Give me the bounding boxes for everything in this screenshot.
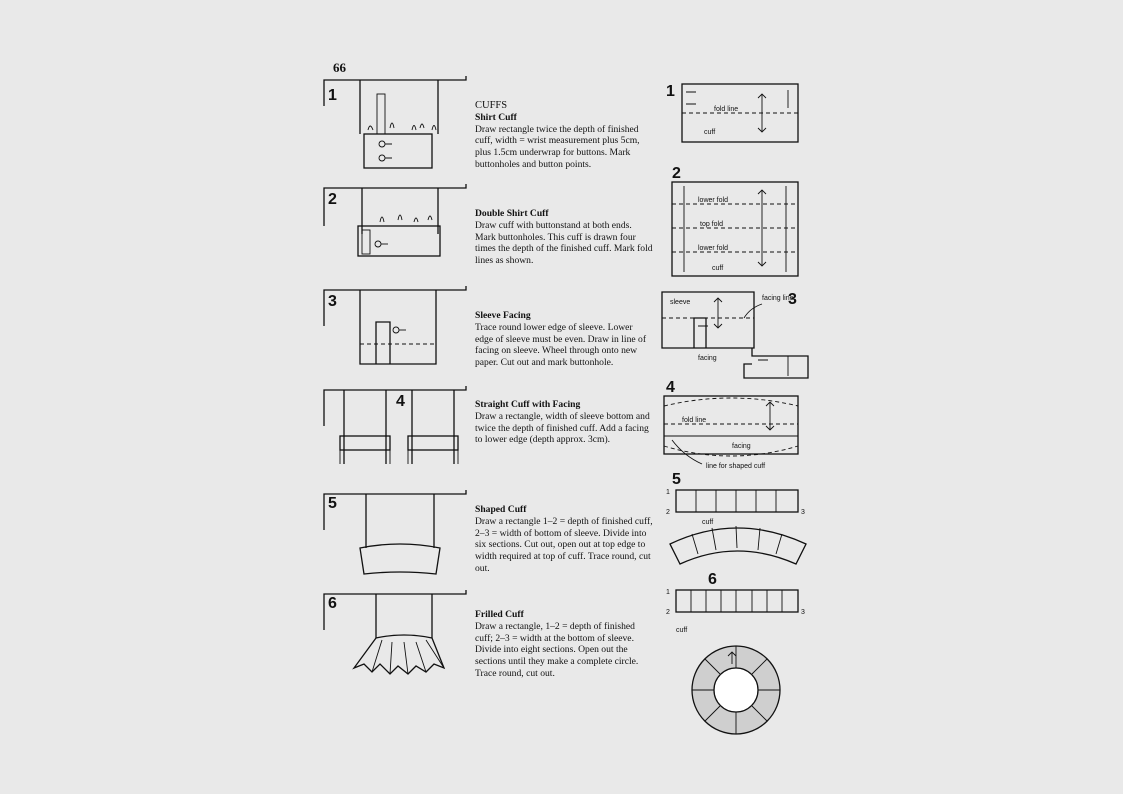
- section-body: Draw a rectangle 1–2 = depth of finished cuff, 2–3 = width of bottom of sleeve. Divide into six sections. Cut out, open out at top edge to width required at top of cuff. Trace round, cut out.: [475, 515, 653, 574]
- point-1-label: 1: [666, 589, 670, 596]
- left-figure-5: [320, 488, 470, 578]
- cuff-label: cuff: [704, 129, 716, 136]
- figure-number: 2: [672, 165, 681, 182]
- section-heading: Shaped Cuff: [475, 504, 527, 515]
- section-shaped-cuff: [475, 504, 653, 575]
- section-shirt-cuff: [475, 100, 653, 171]
- right-figure-3: [658, 288, 818, 380]
- figure-number: 2: [328, 191, 337, 208]
- facing-label: facing: [698, 355, 717, 362]
- section-title: CUFFS: [475, 100, 508, 111]
- section-heading: Double Shirt Cuff: [475, 208, 549, 219]
- figure-number: 5: [672, 471, 681, 488]
- lower-fold-label: lower fold: [698, 197, 728, 204]
- figure-number: 1: [328, 87, 337, 104]
- section-straight-cuff: [475, 399, 653, 446]
- section-frilled-cuff: [475, 609, 653, 680]
- cuff-label: cuff: [712, 265, 724, 272]
- point-1-label: 1: [666, 489, 670, 496]
- book-page: [300, 48, 840, 748]
- section-body: Draw cuff with buttonstand at both ends. Mark buttonholes. This cuff is drawn four times the depth of the finished cuff. Mark fold lines as shown.: [475, 219, 653, 267]
- section-body: Draw a rectangle, 1–2 = depth of finished cuff; 2–3 = width at the bottom of sleeve. Divide into eight sections. Open out the sections until they make a complete circle. Trace round, cut out.: [475, 620, 639, 679]
- facing-label: facing: [732, 443, 751, 450]
- figure-number: 1: [666, 83, 675, 100]
- section-body: Draw a rectangle, width of sleeve bottom and twice the depth of finished cuff. Add a facing to lower edge (depth approx. 3cm).: [475, 410, 650, 446]
- cuff-label: cuff: [676, 627, 688, 634]
- lower-fold-label: lower fold: [698, 245, 728, 252]
- cuff-label: cuff: [702, 519, 714, 526]
- fold-line-label: fold line: [714, 106, 739, 113]
- section-double-shirt-cuff: [475, 208, 653, 267]
- section-heading: Shirt Cuff: [475, 111, 517, 123]
- left-figure-4: [320, 384, 470, 474]
- page-number: 66: [333, 60, 346, 75]
- left-figure-6: [320, 588, 470, 684]
- right-figure-4: [656, 376, 816, 472]
- figure-number: 4: [666, 379, 675, 396]
- right-figure-1: [662, 78, 812, 148]
- right-figure-6: [660, 568, 820, 738]
- figure-number: 4: [396, 393, 405, 410]
- left-figure-1: [320, 74, 470, 174]
- figure-number: 6: [328, 595, 337, 612]
- point-3-label: 3: [801, 609, 805, 616]
- left-figure-3: [320, 284, 470, 374]
- section-heading: Straight Cuff with Facing: [475, 399, 581, 410]
- right-figure-2: [662, 162, 812, 280]
- figure-number: 3: [328, 293, 337, 310]
- figure-number: 6: [708, 571, 717, 588]
- point-3-label: 3: [801, 509, 805, 516]
- section-body: Draw rectangle twice the depth of finished cuff, width = wrist measurement plus 5cm, plus 1.5cm underwrap for buttons. Mark buttonholes and button points.: [475, 123, 640, 170]
- section-sleeve-facing: [475, 310, 653, 369]
- left-figure-2: [320, 182, 470, 272]
- fold-line-label: fold line: [682, 417, 707, 424]
- section-body: Trace round lower edge of sleeve. Lower edge of sleeve must be even. Draw in line of facing on sleeve. Wheel through onto new paper. Cut out and mark buttonhole.: [475, 321, 647, 369]
- shaped-cuff-line-label: line for shaped cuff: [706, 463, 766, 470]
- facing-line-label: facing line: [762, 295, 794, 302]
- figure-number: 3: [788, 291, 797, 308]
- right-figure-5: [660, 468, 820, 568]
- point-2-label: 2: [666, 609, 670, 616]
- section-heading: Frilled Cuff: [475, 609, 524, 620]
- point-2-label: 2: [666, 509, 670, 516]
- sleeve-label: sleeve: [670, 299, 691, 306]
- section-heading: Sleeve Facing: [475, 310, 531, 321]
- top-fold-label: top fold: [700, 221, 723, 228]
- figure-number: 5: [328, 495, 337, 512]
